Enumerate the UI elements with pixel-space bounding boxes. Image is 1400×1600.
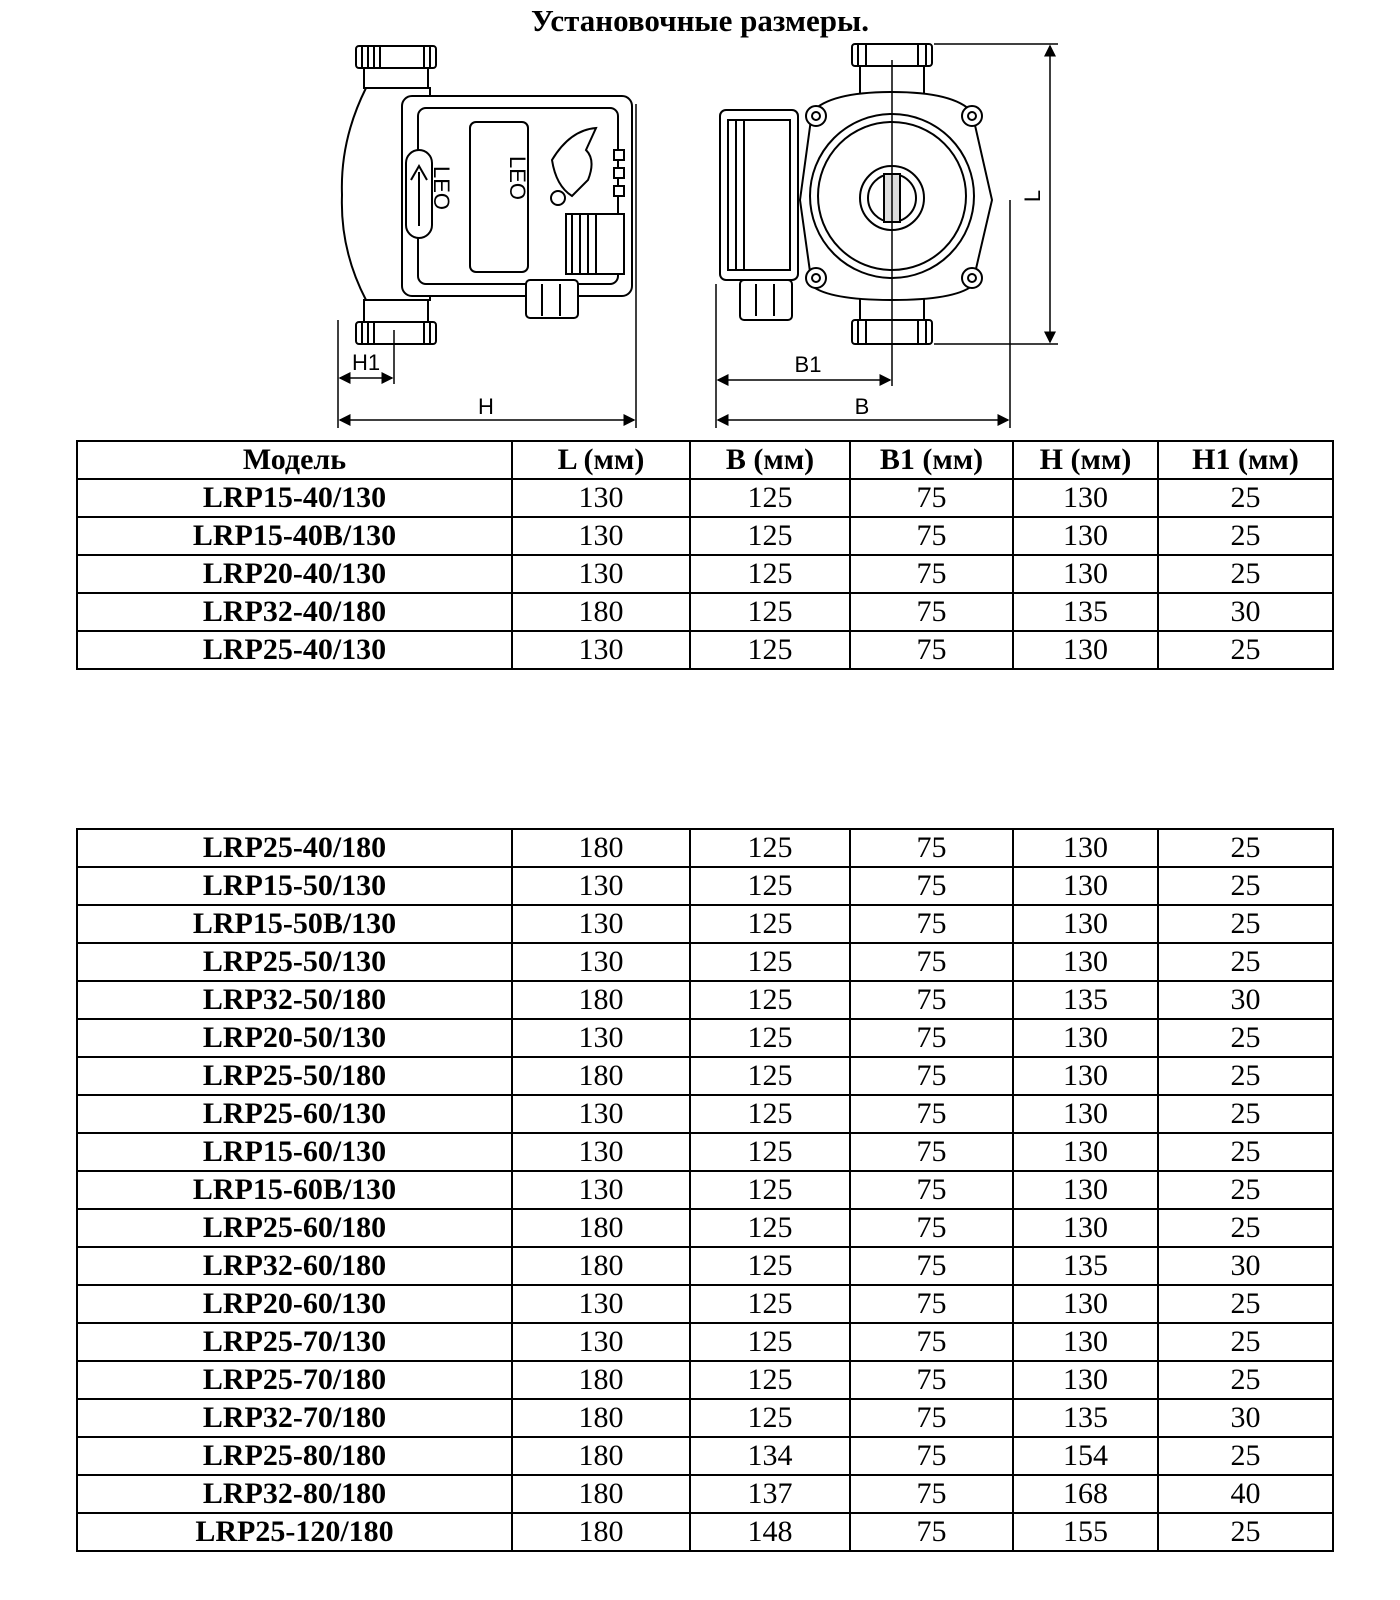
l-cell: 180 [512, 1247, 690, 1285]
l-cell: 180 [512, 1437, 690, 1475]
model-cell: LRP32-80/180 [77, 1475, 512, 1513]
b1-cell: 75 [850, 1095, 1013, 1133]
b-cell: 125 [690, 1247, 850, 1285]
model-cell: LRP25-80/180 [77, 1437, 512, 1475]
h1-cell: 25 [1158, 555, 1333, 593]
h1-cell: 25 [1158, 1057, 1333, 1095]
table-row [77, 1513, 1333, 1551]
dimension-b-label: B [854, 394, 870, 419]
b1-cell: 75 [850, 593, 1013, 631]
l-cell: 130 [512, 1019, 690, 1057]
b1-cell: 75 [850, 829, 1013, 867]
l-cell: 180 [512, 593, 690, 631]
h1-cell: 40 [1158, 1475, 1333, 1513]
b-cell: 125 [690, 593, 850, 631]
b-cell: 125 [690, 1209, 850, 1247]
b-cell: 125 [690, 829, 850, 867]
b-cell: 148 [690, 1513, 850, 1551]
b1-cell: 75 [850, 867, 1013, 905]
l-cell: 180 [512, 981, 690, 1019]
h1-cell: 25 [1158, 479, 1333, 517]
l-cell: 130 [512, 479, 690, 517]
table-row [77, 1475, 1333, 1513]
b-cell: 125 [690, 981, 850, 1019]
table-row [77, 1057, 1333, 1095]
b1-cell: 75 [850, 1399, 1013, 1437]
h-cell: 130 [1013, 479, 1158, 517]
column-header: B (мм) [690, 441, 850, 479]
l-cell: 130 [512, 1285, 690, 1323]
model-cell: LRP32-70/180 [77, 1399, 512, 1437]
table-row [77, 631, 1333, 669]
b1-cell: 75 [850, 981, 1013, 1019]
b1-cell: 75 [850, 517, 1013, 555]
h-cell: 135 [1013, 593, 1158, 631]
b1-cell: 75 [850, 905, 1013, 943]
b-cell: 125 [690, 517, 850, 555]
b-cell: 125 [690, 1285, 850, 1323]
column-header: B1 (мм) [850, 441, 1013, 479]
h-cell: 130 [1013, 867, 1158, 905]
model-cell: LRP32-60/180 [77, 1247, 512, 1285]
model-cell: LRP15-50B/130 [77, 905, 512, 943]
b1-cell: 75 [850, 1133, 1013, 1171]
l-cell: 180 [512, 1475, 690, 1513]
h1-cell: 25 [1158, 905, 1333, 943]
table-row [77, 829, 1333, 867]
dimension-h1-label: H1 [351, 350, 381, 375]
b1-cell: 75 [850, 1057, 1013, 1095]
b1-cell: 75 [850, 1285, 1013, 1323]
h1-cell: 25 [1158, 1361, 1333, 1399]
b-cell: 125 [690, 631, 850, 669]
h1-cell: 25 [1158, 867, 1333, 905]
b-cell: 125 [690, 1171, 850, 1209]
table-row [77, 479, 1333, 517]
table-row [77, 1247, 1333, 1285]
table-row [77, 517, 1333, 555]
b1-cell: 75 [850, 479, 1013, 517]
column-header: L (мм) [512, 441, 690, 479]
h-cell: 130 [1013, 829, 1158, 867]
h-cell: 135 [1013, 981, 1158, 1019]
b1-cell: 75 [850, 631, 1013, 669]
h1-cell: 25 [1158, 943, 1333, 981]
l-cell: 180 [512, 1209, 690, 1247]
brand-label-side: LEO [429, 165, 454, 211]
b-cell: 125 [690, 1019, 850, 1057]
b-cell: 125 [690, 1095, 850, 1133]
model-cell: LRP15-40/130 [77, 479, 512, 517]
column-header: H (мм) [1013, 441, 1158, 479]
l-cell: 180 [512, 1057, 690, 1095]
b1-cell: 75 [850, 1171, 1013, 1209]
h-cell: 130 [1013, 1361, 1158, 1399]
l-cell: 130 [512, 1133, 690, 1171]
h1-cell: 30 [1158, 1399, 1333, 1437]
table-row [77, 1209, 1333, 1247]
h1-cell: 30 [1158, 593, 1333, 631]
model-cell: LRP25-120/180 [77, 1513, 512, 1551]
h-cell: 130 [1013, 555, 1158, 593]
b-cell: 137 [690, 1475, 850, 1513]
table-row [77, 867, 1333, 905]
b1-cell: 75 [850, 555, 1013, 593]
h1-cell: 25 [1158, 1437, 1333, 1475]
table-row [77, 1323, 1333, 1361]
model-cell: LRP25-50/180 [77, 1057, 512, 1095]
model-cell: LRP20-50/130 [77, 1019, 512, 1057]
h-cell: 135 [1013, 1247, 1158, 1285]
table-row [77, 593, 1333, 631]
table-row [77, 905, 1333, 943]
h-cell: 130 [1013, 517, 1158, 555]
h1-cell: 25 [1158, 1171, 1333, 1209]
h-cell: 154 [1013, 1437, 1158, 1475]
l-cell: 180 [512, 829, 690, 867]
h-cell: 130 [1013, 905, 1158, 943]
l-cell: 130 [512, 1171, 690, 1209]
table-row [77, 1361, 1333, 1399]
pump-dimension-drawing [0, 0, 1400, 440]
page-title: Установочные размеры. [531, 3, 869, 38]
model-cell: LRP25-60/180 [77, 1209, 512, 1247]
b1-cell: 75 [850, 1513, 1013, 1551]
l-cell: 130 [512, 555, 690, 593]
h1-cell: 25 [1158, 1209, 1333, 1247]
h-cell: 130 [1013, 1285, 1158, 1323]
h1-cell: 25 [1158, 517, 1333, 555]
table-row [77, 1285, 1333, 1323]
b-cell: 125 [690, 555, 850, 593]
l-cell: 130 [512, 1323, 690, 1361]
b-cell: 125 [690, 1133, 850, 1171]
h-cell: 130 [1013, 631, 1158, 669]
model-cell: LRP15-50/130 [77, 867, 512, 905]
model-cell: LRP15-40B/130 [77, 517, 512, 555]
h1-cell: 25 [1158, 1095, 1333, 1133]
h-cell: 130 [1013, 1095, 1158, 1133]
table-row [77, 555, 1333, 593]
b1-cell: 75 [850, 1323, 1013, 1361]
table-row [77, 1133, 1333, 1171]
table-row [77, 1019, 1333, 1057]
l-cell: 130 [512, 1095, 690, 1133]
model-cell: LRP15-60/130 [77, 1133, 512, 1171]
h1-cell: 25 [1158, 1323, 1333, 1361]
h1-cell: 25 [1158, 1133, 1333, 1171]
l-cell: 130 [512, 631, 690, 669]
b1-cell: 75 [850, 1475, 1013, 1513]
b1-cell: 75 [850, 1209, 1013, 1247]
table-row [77, 1171, 1333, 1209]
model-cell: LRP15-60B/130 [77, 1171, 512, 1209]
model-cell: LRP32-50/180 [77, 981, 512, 1019]
h-cell: 130 [1013, 943, 1158, 981]
b-cell: 125 [690, 1399, 850, 1437]
b-cell: 125 [690, 867, 850, 905]
l-cell: 130 [512, 867, 690, 905]
b1-cell: 75 [850, 943, 1013, 981]
model-cell: LRP25-70/180 [77, 1361, 512, 1399]
model-cell: LRP20-40/130 [77, 555, 512, 593]
h1-cell: 25 [1158, 829, 1333, 867]
dimensions-table-2 [76, 828, 1334, 1552]
h-cell: 155 [1013, 1513, 1158, 1551]
model-cell: LRP20-60/130 [77, 1285, 512, 1323]
b-cell: 134 [690, 1437, 850, 1475]
h1-cell: 25 [1158, 1285, 1333, 1323]
h1-cell: 25 [1158, 631, 1333, 669]
h1-cell: 25 [1158, 1513, 1333, 1551]
h-cell: 130 [1013, 1133, 1158, 1171]
model-cell: LRP25-40/130 [77, 631, 512, 669]
model-cell: LRP32-40/180 [77, 593, 512, 631]
model-cell: LRP25-60/130 [77, 1095, 512, 1133]
model-cell: LRP25-50/130 [77, 943, 512, 981]
dimension-l-label: L [1020, 189, 1045, 203]
table-header-row [77, 441, 1333, 479]
h-cell: 130 [1013, 1209, 1158, 1247]
l-cell: 130 [512, 905, 690, 943]
table-row [77, 981, 1333, 1019]
h-cell: 130 [1013, 1019, 1158, 1057]
h1-cell: 25 [1158, 1019, 1333, 1057]
dimensions-table-1 [76, 440, 1334, 670]
l-cell: 130 [512, 517, 690, 555]
h-cell: 130 [1013, 1323, 1158, 1361]
b1-cell: 75 [850, 1247, 1013, 1285]
model-cell: LRP25-70/130 [77, 1323, 512, 1361]
l-cell: 180 [512, 1399, 690, 1437]
brand-label-side-panel: LEO [505, 155, 530, 201]
table-row [77, 943, 1333, 981]
h1-cell: 30 [1158, 981, 1333, 1019]
h-cell: 168 [1013, 1475, 1158, 1513]
l-cell: 130 [512, 943, 690, 981]
table-row [77, 1437, 1333, 1475]
dimension-b1-label: B1 [794, 352, 822, 377]
table-row [77, 1095, 1333, 1133]
b1-cell: 75 [850, 1019, 1013, 1057]
h1-cell: 30 [1158, 1247, 1333, 1285]
column-header: Модель [77, 441, 512, 479]
b-cell: 125 [690, 1323, 850, 1361]
b-cell: 125 [690, 943, 850, 981]
b-cell: 125 [690, 1057, 850, 1095]
h-cell: 130 [1013, 1057, 1158, 1095]
h-cell: 135 [1013, 1399, 1158, 1437]
table-row [77, 1399, 1333, 1437]
column-header: H1 (мм) [1158, 441, 1333, 479]
model-cell: LRP25-40/180 [77, 829, 512, 867]
pump-front-view [720, 44, 992, 344]
b-cell: 125 [690, 1361, 850, 1399]
h-cell: 130 [1013, 1171, 1158, 1209]
b1-cell: 75 [850, 1437, 1013, 1475]
l-cell: 180 [512, 1361, 690, 1399]
pump-side-view [342, 46, 632, 344]
b-cell: 125 [690, 479, 850, 517]
b-cell: 125 [690, 905, 850, 943]
l-cell: 180 [512, 1513, 690, 1551]
b1-cell: 75 [850, 1361, 1013, 1399]
dimension-h-label: H [478, 394, 494, 419]
